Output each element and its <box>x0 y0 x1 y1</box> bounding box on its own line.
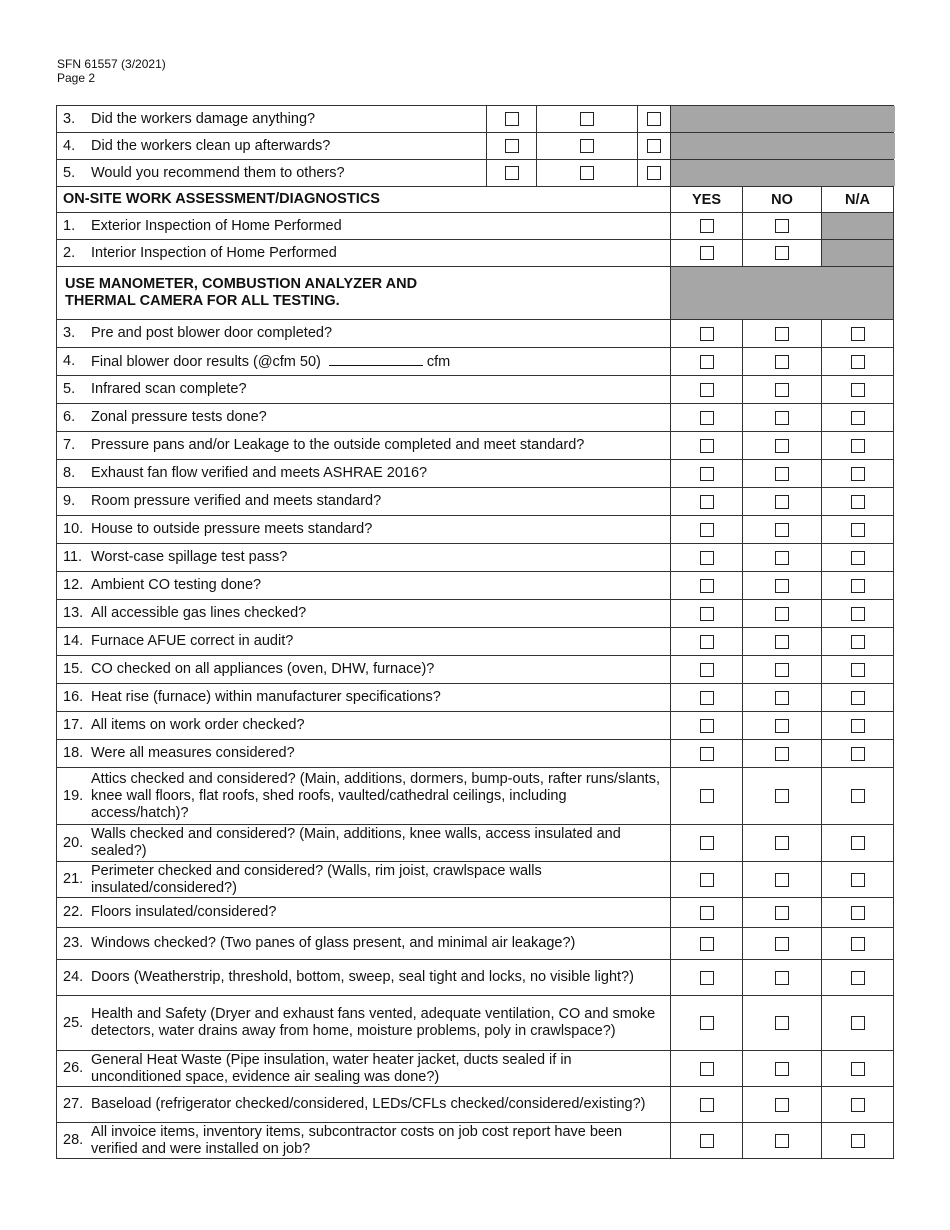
item-text: Health and Safety (Dryer and exhaust fans vented, adequate ventilation, CO and smoke detectors, water drains away from home, moisture problems, poly in crawlspace?) <box>91 1006 656 1039</box>
item-row: 23. Windows checked? (Two panes of glass present, and minimal air leakage?) <box>56 928 894 960</box>
section-title: ON-SITE WORK ASSESSMENT/DIAGNOSTICS <box>57 187 671 212</box>
yes-checkbox[interactable] <box>700 747 714 761</box>
top-question-row <box>56 105 894 133</box>
na-checkbox[interactable] <box>851 579 865 593</box>
inspection-row: 2. Interior Inspection of Home Performed <box>56 240 894 267</box>
item-row: 13. All accessible gas lines checked? <box>56 600 894 628</box>
top-question-row <box>56 160 894 187</box>
na-checkbox[interactable] <box>851 971 865 985</box>
checkbox[interactable] <box>505 112 519 126</box>
item-text: Exhaust fan flow verified and meets ASHRAE 2016? <box>91 465 428 481</box>
yes-checkbox[interactable] <box>700 1134 714 1148</box>
yes-checkbox[interactable] <box>700 836 714 850</box>
instruction-line-1: USE MANOMETER, COMBUSTION ANALYZER AND <box>65 276 418 292</box>
items-list <box>56 320 894 1159</box>
na-checkbox[interactable] <box>851 1134 865 1148</box>
item-row: 28. All invoice items, inventory items, subcontractor costs on job cost report have been verified and were installed on job? <box>56 1123 894 1159</box>
na-checkbox[interactable] <box>851 551 865 565</box>
no-checkbox[interactable] <box>775 246 789 260</box>
item-text: Pressure pans and/or Leakage to the outside completed and meet standard? <box>91 437 585 453</box>
no-checkbox[interactable] <box>775 789 789 803</box>
na-checkbox[interactable] <box>851 1062 865 1076</box>
item-row: 24. Doors (Weatherstrip, threshold, bottom, sweep, seal tight and locks, no visible light?) <box>56 960 894 996</box>
checkbox[interactable] <box>580 112 594 126</box>
na-checkbox[interactable] <box>851 789 865 803</box>
yes-checkbox[interactable] <box>700 873 714 887</box>
shaded-cell <box>671 267 893 319</box>
no-checkbox[interactable] <box>775 836 789 850</box>
yes-checkbox[interactable] <box>700 789 714 803</box>
instruction-row <box>56 267 894 320</box>
item-row: 12. Ambient CO testing done? <box>56 572 894 600</box>
form-id: SFN 61557 (3/2021) <box>57 57 166 71</box>
yes-checkbox[interactable] <box>700 439 714 453</box>
question-cell: 4. Did the workers clean up afterwards? <box>57 133 487 159</box>
item-text: Heat rise (furnace) within manufacturer specifications? <box>91 689 441 705</box>
na-checkbox[interactable] <box>851 607 865 621</box>
yes-checkbox[interactable] <box>700 355 714 369</box>
item-text: Room pressure verified and meets standard? <box>91 493 382 509</box>
na-checkbox[interactable] <box>851 467 865 481</box>
shaded-cell <box>671 133 895 159</box>
yes-checkbox[interactable] <box>700 467 714 481</box>
na-checkbox[interactable] <box>851 906 865 920</box>
item-row: 11. Worst-case spillage test pass? <box>56 544 894 572</box>
item-text: Windows checked? (Two panes of glass present, and minimal air leakage?) <box>91 935 576 951</box>
no-checkbox[interactable] <box>775 495 789 509</box>
item-row: 10. House to outside pressure meets standard? <box>56 516 894 544</box>
no-checkbox[interactable] <box>775 219 789 233</box>
yes-checkbox[interactable] <box>700 906 714 920</box>
na-checkbox[interactable] <box>851 327 865 341</box>
yes-checkbox[interactable] <box>700 579 714 593</box>
no-checkbox[interactable] <box>775 1016 789 1030</box>
assessment-table <box>56 105 894 1159</box>
no-checkbox[interactable] <box>775 383 789 397</box>
item-row: 4. Final blower door results (@cfm 50) cfm <box>56 348 894 376</box>
item-row: 21. Perimeter checked and considered? (Walls, rim joist, crawlspace walls insulated/considered?) <box>56 862 894 898</box>
item-row: 8. Exhaust fan flow verified and meets ASHRAE 2016? <box>56 460 894 488</box>
yes-checkbox[interactable] <box>700 523 714 537</box>
na-checkbox[interactable] <box>851 355 865 369</box>
yes-checkbox[interactable] <box>700 551 714 565</box>
item-row: 9. Room pressure verified and meets standard? <box>56 488 894 516</box>
yes-checkbox[interactable] <box>700 691 714 705</box>
na-checkbox[interactable] <box>851 937 865 951</box>
shaded-cell <box>822 240 893 266</box>
na-checkbox[interactable] <box>851 439 865 453</box>
no-checkbox[interactable] <box>775 937 789 951</box>
checkbox[interactable] <box>647 166 661 180</box>
checkbox[interactable] <box>647 139 661 153</box>
shaded-cell <box>822 213 893 239</box>
item-text: All invoice items, inventory items, subcontractor costs on job cost report have been verified and were installed on job? <box>91 1123 623 1157</box>
yes-checkbox[interactable] <box>700 663 714 677</box>
item-row: 27. Baseload (refrigerator checked/considered, LEDs/CFLs checked/considered/existing?) <box>56 1087 894 1123</box>
section-header-row <box>56 187 894 213</box>
checkbox[interactable] <box>580 139 594 153</box>
item-text: Baseload (refrigerator checked/considered, LEDs/CFLs checked/considered/existing?) <box>91 1096 646 1112</box>
no-checkbox[interactable] <box>775 523 789 537</box>
question-cell: 3. Did the workers damage anything? <box>57 106 487 132</box>
item-text: All accessible gas lines checked? <box>91 605 307 621</box>
column-no: NO <box>743 187 822 212</box>
question-text: Did the workers damage anything? <box>91 111 316 127</box>
item-text: Walls checked and considered? (Main, additions, knee walls, access insulated and sealed?) <box>91 826 621 859</box>
item-row: 5. Infrared scan complete? <box>56 376 894 404</box>
yes-checkbox[interactable] <box>700 246 714 260</box>
item-row: 18. Were all measures considered? <box>56 740 894 768</box>
no-checkbox[interactable] <box>775 327 789 341</box>
column-na: N/A <box>845 191 870 208</box>
yes-checkbox[interactable] <box>700 1098 714 1112</box>
yes-checkbox[interactable] <box>700 1062 714 1076</box>
yes-checkbox[interactable] <box>700 327 714 341</box>
no-checkbox[interactable] <box>775 1062 789 1076</box>
yes-checkbox[interactable] <box>700 219 714 233</box>
item-text: Attics checked and considered? (Main, additions, dormers, bump-outs, rafter runs/slants, knee wall floors, flat roofs, shed roofs, vaulted/cathedral ceilings, including access/hatch)? <box>91 770 660 821</box>
na-checkbox[interactable] <box>851 383 865 397</box>
no-checkbox[interactable] <box>775 1134 789 1148</box>
item-text: All items on work order checked? <box>91 717 305 733</box>
no-checkbox[interactable] <box>775 691 789 705</box>
question-text: Did the workers clean up afterwards? <box>91 138 331 154</box>
no-checkbox[interactable] <box>775 467 789 481</box>
form-header <box>57 57 166 85</box>
item-row: 16. Heat rise (furnace) within manufacturer specifications? <box>56 684 894 712</box>
item-text: Were all measures considered? <box>91 745 295 761</box>
item-row: 15. CO checked on all appliances (oven, DHW, furnace)? <box>56 656 894 684</box>
na-checkbox[interactable] <box>851 719 865 733</box>
item-text: House to outside pressure meets standard? <box>91 521 373 537</box>
checkbox[interactable] <box>505 166 519 180</box>
instruction-line-2: THERMAL CAMERA FOR ALL TESTING. <box>65 293 340 309</box>
item-text: General Heat Waste (Pipe insulation, water heater jacket, ducts sealed if in unconditioned space, evidence air sealing was done?) <box>91 1051 572 1085</box>
top-question-row <box>56 133 894 160</box>
no-checkbox[interactable] <box>775 579 789 593</box>
na-checkbox[interactable] <box>851 635 865 649</box>
no-checkbox[interactable] <box>775 971 789 985</box>
item-text: Ambient CO testing done? <box>91 577 262 593</box>
no-checkbox[interactable] <box>775 747 789 761</box>
checkbox[interactable] <box>647 112 661 126</box>
item-row: 7. Pressure pans and/or Leakage to the outside completed and meet standard? <box>56 432 894 460</box>
yes-checkbox[interactable] <box>700 937 714 951</box>
yes-checkbox[interactable] <box>700 495 714 509</box>
item-row: 26. General Heat Waste (Pipe insulation, water heater jacket, ducts sealed if in unconditioned space, evidence air sealing was done?) <box>56 1051 894 1087</box>
question-text: Would you recommend them to others? <box>91 165 345 181</box>
na-checkbox[interactable] <box>851 691 865 705</box>
item-row: 22. Floors insulated/considered? <box>56 898 894 928</box>
no-checkbox[interactable] <box>775 906 789 920</box>
item-text: Interior Inspection of Home Performed <box>91 244 337 261</box>
no-checkbox[interactable] <box>775 663 789 677</box>
blower-label: Final blower door results (@cfm 50) <box>91 353 321 370</box>
item-text: Worst-case spillage test pass? <box>91 549 288 565</box>
yes-checkbox[interactable] <box>700 383 714 397</box>
yes-checkbox[interactable] <box>700 719 714 733</box>
no-checkbox[interactable] <box>775 607 789 621</box>
yes-checkbox[interactable] <box>700 1016 714 1030</box>
blower-cfm-input[interactable] <box>329 353 423 366</box>
na-checkbox[interactable] <box>851 836 865 850</box>
yes-checkbox[interactable] <box>700 635 714 649</box>
no-checkbox[interactable] <box>775 635 789 649</box>
item-row: 25. Health and Safety (Dryer and exhaust fans vented, adequate ventilation, CO and smoke detectors, water drains away from home, moisture problems, poly in crawlspace?) <box>56 996 894 1051</box>
item-row: 17. All items on work order checked? <box>56 712 894 740</box>
yes-checkbox[interactable] <box>700 971 714 985</box>
item-text: Furnace AFUE correct in audit? <box>91 633 294 649</box>
no-checkbox[interactable] <box>775 551 789 565</box>
checkbox[interactable] <box>505 139 519 153</box>
no-checkbox[interactable] <box>775 873 789 887</box>
na-checkbox[interactable] <box>851 1016 865 1030</box>
na-checkbox[interactable] <box>851 663 865 677</box>
item-row: 14. Furnace AFUE correct in audit? <box>56 628 894 656</box>
checkbox[interactable] <box>580 166 594 180</box>
no-checkbox[interactable] <box>775 1098 789 1112</box>
item-text: Perimeter checked and considered? (Walls, rim joist, crawlspace walls insulated/considered?) <box>91 862 542 896</box>
no-checkbox[interactable] <box>775 411 789 425</box>
item-row: 3. Pre and post blower door completed? <box>56 320 894 348</box>
na-checkbox[interactable] <box>851 873 865 887</box>
shaded-cell <box>671 106 895 132</box>
na-checkbox[interactable] <box>851 523 865 537</box>
item-text: Infrared scan complete? <box>91 381 247 397</box>
no-checkbox[interactable] <box>775 439 789 453</box>
no-checkbox[interactable] <box>775 355 789 369</box>
column-yes: YES <box>671 187 743 212</box>
na-checkbox[interactable] <box>851 1098 865 1112</box>
question-cell: 5. Would you recommend them to others? <box>57 160 487 186</box>
item-text: Zonal pressure tests done? <box>91 409 267 425</box>
item-row: 20. Walls checked and considered? (Main, additions, knee walls, access insulated and sealed?) <box>56 825 894 862</box>
item-text: CO checked on all appliances (oven, DHW, furnace)? <box>91 661 435 677</box>
shaded-cell <box>671 160 895 186</box>
no-checkbox[interactable] <box>775 719 789 733</box>
yes-checkbox[interactable] <box>700 411 714 425</box>
item-row: 19. Attics checked and considered? (Main, additions, dormers, bump-outs, rafter runs/slants, knee wall floors, flat roofs, shed roofs, vaulted/cathedral ceilings, including access/hatch)? <box>56 768 894 825</box>
blower-unit: cfm <box>426 353 451 370</box>
na-checkbox[interactable] <box>851 495 865 509</box>
item-text: Pre and post blower door completed? <box>91 325 333 341</box>
na-checkbox[interactable] <box>851 747 865 761</box>
yes-checkbox[interactable] <box>700 607 714 621</box>
page-number: Page 2 <box>57 71 96 85</box>
item-text: Floors insulated/considered? <box>91 904 277 920</box>
na-checkbox[interactable] <box>851 411 865 425</box>
item-text: Doors (Weatherstrip, threshold, bottom, sweep, seal tight and locks, no visible light?) <box>91 969 634 985</box>
item-text: Exterior Inspection of Home Performed <box>91 217 342 234</box>
inspection-row: 1. Exterior Inspection of Home Performed <box>56 213 894 240</box>
item-row: 6. Zonal pressure tests done? <box>56 404 894 432</box>
